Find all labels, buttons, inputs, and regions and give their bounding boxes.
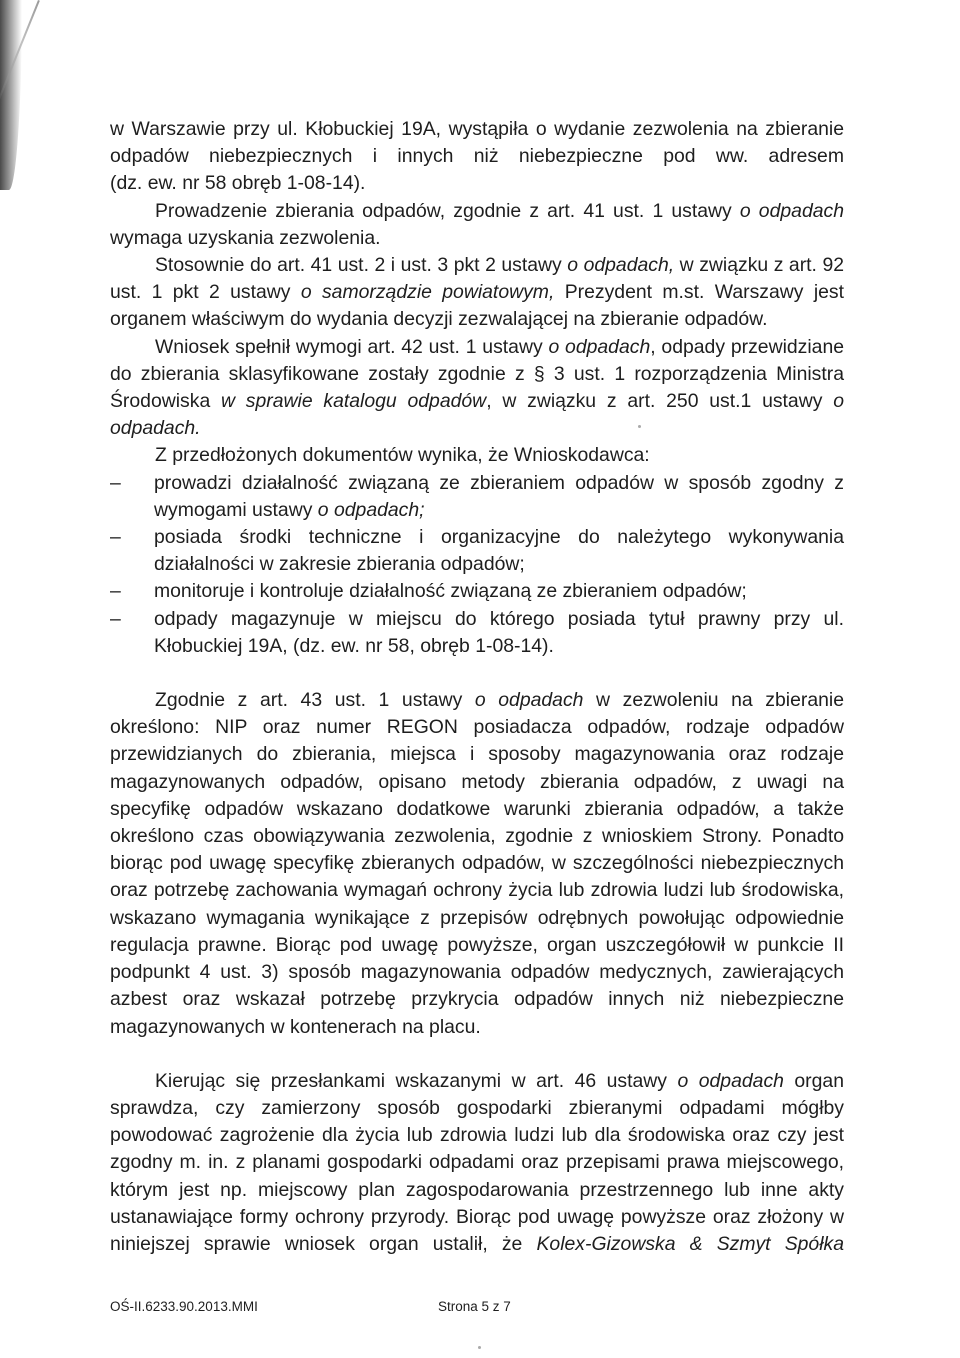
paragraph-competent-authority: Stosownie do art. 41 ust. 2 i ust. 3 pkt 2 ustawy o odpadach, w związku z art. 92 ust. 1 pkt 2 ustawy o samorządzie powiatowym, Prezydent m.st. Warszawy jest organem właściwym do wydania decyzji zezwalającej na zbieranie odpadów. — [110, 254, 845, 331]
scan-speck — [478, 1346, 481, 1349]
document-reference: OŚ-II.6233.90.2013.MMI — [110, 1299, 258, 1314]
page-number: Strona 5 z 7 — [438, 1299, 511, 1314]
paragraph-intro-line-2: odpadów niebezpiecznych i innych niż niebezpieczne pod ww. adresem — [110, 145, 844, 168]
list-item: – prowadzi działalność związaną ze zbieraniem odpadów w sposób zgodny z wymogami ustawy o odpadach; — [110, 471, 844, 521]
paragraph-intro-line-3: (dz. ew. nr 58 obręb 1-08-14). — [110, 172, 366, 195]
list-item: – odpady magazynuje w miejscu do którego posiada tytuł prawny przy ul. Kłobuckiej 19A, (dz. ew. nr 58, obręb 1-08-14). — [110, 607, 844, 657]
list-dash: – — [110, 471, 121, 494]
list-dash: – — [110, 607, 121, 630]
paragraph-spacer — [110, 660, 844, 687]
paragraph-permit-requirement: Prowadzenie zbierania odpadów, zgodnie z art. 41 ust. 1 ustawy o odpadach wymaga uzyskania zezwolenia. — [110, 199, 844, 249]
paragraph-permit-contents: Zgodnie z art. 43 ust. 1 ustawy o odpadach w zezwoleniu na zbieranie określono: NIP oraz numer REGON posiadacza odpadów, rodzaje odpadów przewidzianych do zbierania, miejsca i sposoby magazynowania oraz rodzaje magazynowanych odpadów, opisano metody zbierania odpadów, z uwagi na specyfikę odpadów wskazano dodatkowe warunki zbierania odpadów, a także określono czas obowiązywania zezwolenia, zgodnie z wnioskiem Strony. Ponadto biorąc pod uwagę specyfikę zbieranych odpadów, w szczególności niebezpiecznych oraz potrzebę zachowania wymagań ochrony życia lub zdrowia ludzi lub środowiska, wskazano wymagania wynikające z przepisów odrębnych powołując odpowiednie regulacja prawne. Biorąc pod uwagę powyższe, organ uszczegółowił w punkcie II podpunkt 4 ust. 3) sposób magazynowania odpadów medycznych, zawierających azbest oraz wskazał potrzebę przykrycia odpadów innych niż niebezpieczne magazynowanych w kontenerach na placu. — [110, 689, 844, 1038]
list-item: – monitoruje i kontroluje działalność związaną ze zbieraniem odpadów; — [110, 578, 844, 605]
list-dash: – — [110, 580, 121, 603]
paragraph-intro-line-1: w Warszawie przy ul. Kłobuckiej 19A, wystąpiła o wydanie zezwolenia na zbieranie — [110, 118, 844, 140]
list-dash: – — [110, 526, 121, 549]
scan-edge-shadow — [0, 0, 22, 190]
paragraph-documents-intro: Z przedłożonych dokumentów wynika, że Wnioskodawca: — [155, 444, 650, 467]
document-body — [110, 116, 844, 1258]
paragraph-authority-check: Kierując się przesłankami wskazanymi w art. 46 ustawy o odpadach organ sprawdza, czy zamierzony sposób gospodarki zbieranymi odpadami mógłby powodować zagrożenie dla życia lub zdrowia ludzi lub dla środowiska oraz czy jest zgodny m. in. z planami gospodarki odpadami oraz przepisami prawa miejscowego, którym jest np. miejscowy plan zagospodarowania przestrzennego lub inne akty ustanawiające formy ochrony przyrody. Biorąc pod uwagę powyższe oraz złożony w niniejszej sprawie wniosek organ ustalił, że Kolex-Gizowska & Szmyt Spółka — [110, 1069, 844, 1255]
applicant-conditions-list — [110, 470, 844, 660]
list-item: – posiada środki techniczne i organizacyjne do należytego wykonywania działalności w zakresie zbierania odpadów; — [110, 526, 844, 576]
paragraph-application-requirements: Wniosek spełnił wymogi art. 42 ust. 1 ustawy o odpadach, odpady przewidziane do zbierania sklasyfikowane zostały zgodnie z § 3 ust. 1 rozporządzenia Ministra Środowiska w sprawie katalogu odpadów, w związku z art. 250 ust.1 ustawy o odpadach. — [110, 335, 845, 440]
paragraph-spacer — [110, 1041, 844, 1068]
